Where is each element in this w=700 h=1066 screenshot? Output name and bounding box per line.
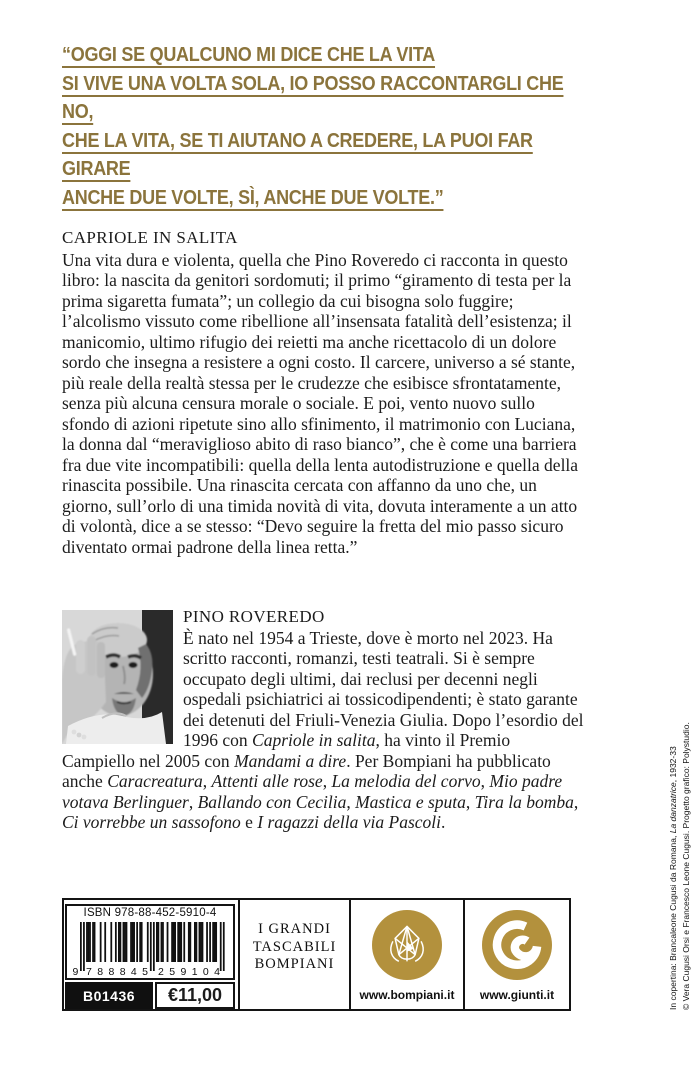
- isbn-label: ISBN 978-88-452-5910-4: [83, 907, 217, 919]
- synopsis-text: Una vita dura e violenta, quella che Pino Roveredo ci racconta in questo libro: la nascita da genitori sordomuti; il primo “giramento di testa per la prima sigaretta fumata”; un collegio da cui bisogna solo fuggire; l’alcolismo vissuto come ribellione all’insensata fatalità dell’esistenza; il manicomio, ultimo rifugio dei reietti ma anche ricettacolo di un dolore sordo che insegna a resistere a ogni costo. Il carcere, universo a sé stante, più reale della realtà stessa per le crudezze che esibisce sfrontatamente, senza più alcuna censura morale o sociale. E poi, vento nuovo sullo sfondo di azioni ripetute sino allo sfinimento, il matrimonio con Luciana, la donna dal “meraviglioso abito di raso bianco”, che è come una barriera fra due vite incompatibili: quella della lenta autodistruzione e quella della rinascita possibile. Una rinascita cercata con affanno da uno che, un giorno, sull’orlo di una timida novità di vita, dovuta interamente a un atto di volontà, dice a se stesso: “Devo seguire la fretta del mio passo sicuro diventato ormai padrone della linea retta.”: [62, 249, 579, 557]
- synopsis: [62, 228, 585, 557]
- bompiani-flower-icon: [381, 919, 433, 971]
- svg-text:9: 9: [72, 966, 79, 977]
- barcode: [72, 919, 228, 977]
- barcode-box: [65, 904, 235, 980]
- author-name: PINO ROVEREDO: [183, 607, 325, 626]
- giunti-cell: [465, 900, 569, 1009]
- book-title: CAPRIOLE IN SALITA: [62, 228, 238, 247]
- svg-text:259104: 259104: [158, 966, 220, 977]
- credit-line: In copertina: Brancaleone Cugusi da Romana, La danzatrice, 1932-33: [668, 746, 678, 1010]
- series-cell: [240, 900, 351, 1009]
- quote-line: ANCHE DUE VOLTE, SÌ, ANCHE DUE VOLTE.”: [62, 186, 444, 209]
- quote-line: “OGGI SE QUALCUNO MI DICE CHE LA VITA: [62, 44, 436, 66]
- footer-strip: [62, 898, 571, 1011]
- giunti-url: www.giunti.it: [479, 988, 555, 1002]
- cover-quote: [62, 41, 566, 213]
- series-line: I GRANDI: [258, 921, 331, 937]
- quote-line: SI VIVE UNA VOLTA SOLA, IO POSSO RACCONTARGLI CHE NO,: [62, 72, 564, 124]
- svg-text:788845: 788845: [86, 966, 148, 977]
- giunti-logo: [482, 910, 552, 980]
- barcode-cell: [64, 900, 240, 1009]
- quote-line: CHE LA VITA, SE TI AIUTANO A CREDERE, LA PUOI FAR GIRARE: [62, 129, 533, 181]
- cover-credits: [667, 710, 692, 1010]
- author-bio: È nato nel 1954 a Trieste, dove è morto nel 2023. Ha scritto racconti, romanzi, testi teatrali. Si è sempre occupato degli ultimi, dai reclusi per decenni negli ospedali psichiatrici ai tossicodipendenti; è stato garante dei detenuti del Friuli-Venezia Giulia. Dopo l’esordio del 1996 con Capriole in salita, ha vinto il Premio Campiello nel 2005 con Mandami a dire. Per Bompiani ha pubblicato anche Caracreatura, Attenti alle rose, La melodia del corvo, Mio padre votava Berlinguer, Ballando con Cecilia, Mastica e sputa, Tira la bomba, Ci vorrebbe un sassofono e I ragazzi della via Pascoli.: [62, 627, 584, 832]
- price-row: [65, 982, 235, 1009]
- giunti-swirl-icon: [490, 918, 544, 972]
- bompiani-url: www.bompiani.it: [359, 988, 455, 1002]
- series-line: BOMPIANI: [254, 956, 335, 972]
- price: €11,00: [155, 982, 235, 1009]
- author-photo: [62, 610, 173, 744]
- bompiani-cell: [351, 900, 465, 1009]
- credit-line: © Vera Cugusi Orsi e Francesco Leone Cugusi. Progetto grafico: Polystudio.: [680, 722, 691, 1010]
- bompiani-logo: [372, 910, 442, 980]
- author-section: [62, 607, 587, 833]
- edition-code: B01436: [65, 982, 153, 1009]
- series-line: TASCABILI: [252, 938, 337, 955]
